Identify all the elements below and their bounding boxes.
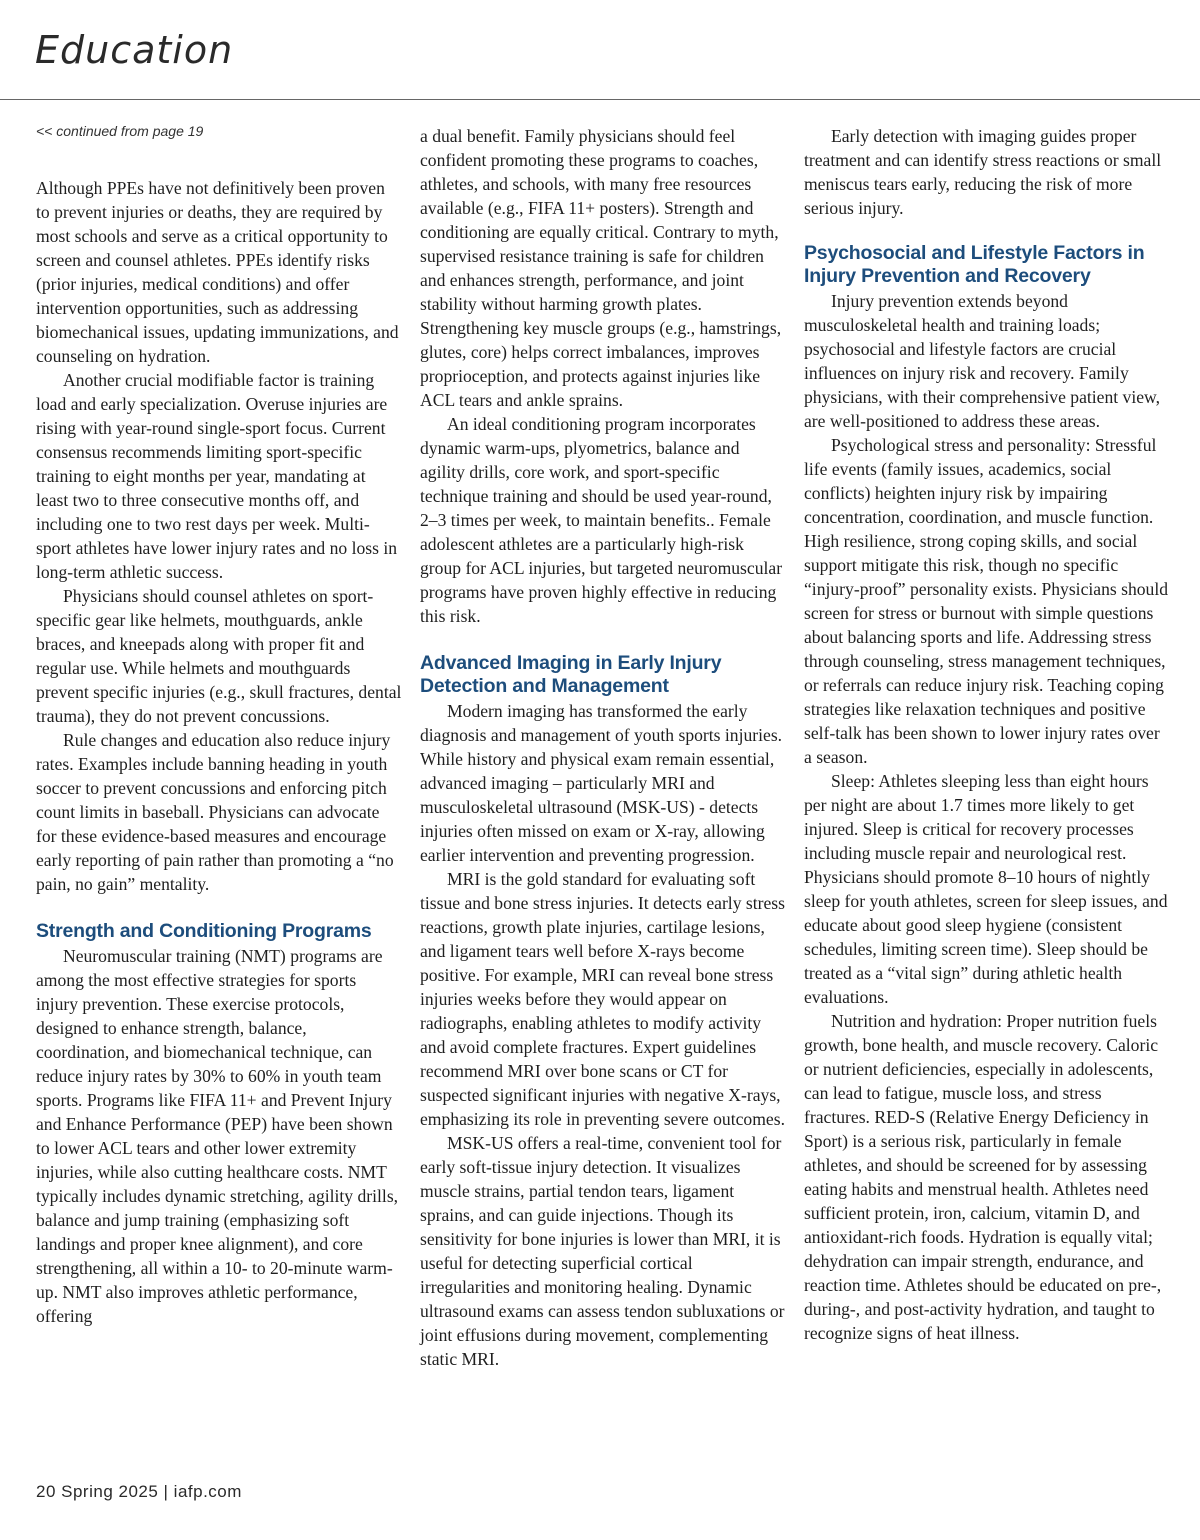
paragraph: Modern imaging has transformed the early diagnosis and management of youth sports injuries. While history and physical exam remain essential, advanced imaging – particularly MRI and musculoskeletal ultrasound (MSK-US) - detects injuries often missed on exam or X-ray, allowing earlier intervention and preventing progression. xyxy=(420,701,783,865)
continued-from-note: << continued from page 19 xyxy=(36,123,204,139)
article-column-1 xyxy=(36,124,402,1328)
paragraph: Psychological stress and personality: Stressful life events (family issues, academics, social conflicts) heighten injury risk by impairing concentration, coordination, and muscle function. High resilience, strong coping skills, and social support mitigate this risk, though no specific “injury-proof” personality exists. Physicians should screen for stress or burnout with simple questions about balancing sports and life. Addressing stress through counseling, stress management techniques, or referrals can reduce injury risk. Teaching coping strategies like relaxation techniques and positive self-talk has been shown to lower injury rates over a season. xyxy=(804,435,1169,767)
page-footer: 20 Spring 2025 | iafp.com xyxy=(36,1482,242,1501)
paragraph: MRI is the gold standard for evaluating soft tissue and bone stress injuries. It detects early stress reactions, growth plate injuries, cartilage lesions, and ligament tears well before X-rays become positive. For example, MRI can reveal bone stress injuries weeks before they would appear on radiographs, enabling athletes to modify activity and avoid complete fractures. Expert guidelines recommend MRI over bone scans or CT for suspected significant injuries with negative X-rays, emphasizing its role in preventing severe outcomes. xyxy=(420,869,785,1129)
section-title: Education xyxy=(35,28,234,72)
paragraph: Although PPEs have not definitively been proven to prevent injuries or deaths, they are required by most schools and serve as a critical opportunity to screen and counsel athletes. PPEs identify risks (prior injuries, medical conditions) and offer intervention opportunities, such as addressing biomechanical issues, updating immunizations, and counseling on hydration. xyxy=(36,178,399,366)
paragraph: Another crucial modifiable factor is training load and early specialization. Overuse injuries are rising with year-round single-sport focus. Current consensus recommends limiting sport-specific training to eight months per year, mandating at least two to three consecutive months off, and including one to two rest days per week. Multi-sport athletes have lower injury rates and no loss in long-term athletic success. xyxy=(36,370,398,582)
section-heading-psychosocial: Psychosocial and Lifestyle Factors in Injury Prevention and Recovery xyxy=(804,242,1145,287)
section-heading-strength: Strength and Conditioning Programs xyxy=(36,920,372,942)
paragraph: Injury prevention extends beyond musculoskeletal health and training loads; psychosocial and lifestyle factors are crucial influences on injury risk and recovery. Family physicians, with their comprehensive patient view, are well-positioned to address these areas. xyxy=(804,291,1161,431)
article-column-3 xyxy=(804,124,1170,1345)
paragraph: Sleep: Athletes sleeping less than eight hours per night are about 1.7 times more likely to get injured. Sleep is critical for recovery processes including muscle repair and neurological rest. Physicians should promote 8–10 hours of nightly sleep for youth athletes, screen for sleep issues, and educate about good sleep hygiene (consistent schedules, limiting screen time). Sleep should be treated as a “vital sign” during athletic health evaluations. xyxy=(804,771,1168,1007)
paragraph: Neuromuscular training (NMT) programs are among the most effective strategies for sports injury prevention. These exercise protocols, designed to enhance strength, balance, coordination, and biomechanical technique, can reduce injury rates by 30% to 60% in youth team sports. Programs like FIFA 11+ and Prevent Injury and Enhance Performance (PEP) have been shown to lower ACL tears and other lower extremity injuries, while also cutting healthcare costs. NMT typically includes dynamic stretching, agility drills, balance and jump training (emphasizing soft landings and proper knee alignment), and core strengthening, all within a 10- to 20-minute warm-up. NMT also improves athletic performance, offering xyxy=(36,946,399,1326)
paragraph: Nutrition and hydration: Proper nutrition fuels growth, bone health, and muscle recovery. Caloric or nutrient deficiencies, especially in adolescents, can lead to fatigue, muscle loss, and stress fractures. RED-S (Relative Energy Deficiency in Sport) is a serious risk, particularly in female athletes, and should be screened for by assessing eating habits and menstrual health. Athletes need sufficient protein, iron, calcium, vitamin D, and antioxidant-rich foods. Hydration is equally vital; dehydration can impair strength, endurance, and reaction time. Athletes should be educated on pre-, during-, and post-activity hydration, and taught to recognize signs of heat illness. xyxy=(804,1011,1162,1343)
section-heading-imaging: Advanced Imaging in Early Injury Detection and Management xyxy=(420,652,722,697)
article-column-2 xyxy=(420,124,785,1371)
header-divider xyxy=(0,99,1200,100)
paragraph: Rule changes and education also reduce injury rates. Examples include banning heading in youth soccer to prevent concussions and enforcing pitch count limits in baseball. Physicians can advocate for these evidence-based measures and encourage early reporting of pain rather than promoting a “no pain, no gain” mentality. xyxy=(36,730,394,894)
paragraph: MSK-US offers a real-time, convenient tool for early soft-tissue injury detection. It visualizes muscle strains, partial tendon tears, ligament sprains, and can guide injections. Though its sensitivity for bone injuries is lower than MRI, it is useful for detecting superficial cortical irregularities and monitoring healing. Dynamic ultrasound exams can assess tendon subluxations or joint effusions during movement, complementing static MRI. xyxy=(420,1133,785,1369)
paragraph: An ideal conditioning program incorporates dynamic warm-ups, plyometrics, balance and agility drills, core work, and sport-specific technique training and should be used year-round, 2–3 times per week, to maintain benefits.. Female adolescent athletes are a particularly high-risk group for ACL injuries, but targeted neuromuscular programs have proven highly effective in reducing this risk. xyxy=(420,414,783,626)
paragraph: a dual benefit. Family physicians should feel confident promoting these programs to coaches, athletes, and schools, with many free resources available (e.g., FIFA 11+ posters). Strength and conditioning are equally critical. Contrary to myth, supervised resistance training is safe for children and enhances strength, performance, and joint stability without harming growth plates. Strengthening key muscle groups (e.g., hamstrings, glutes, core) helps correct imbalances, improves proprioception, and protects against injuries like ACL tears and ankle sprains. xyxy=(420,126,782,410)
paragraph: Physicians should counsel athletes on sport-specific gear like helmets, mouthguards, ankle braces, and kneepads along with proper fit and regular use. While helmets and mouthguards prevent specific injuries (e.g., skull fractures, dental trauma), they do not prevent concussions. xyxy=(36,586,402,726)
paragraph: Early detection with imaging guides proper treatment and can identify stress reactions or small meniscus tears early, reducing the risk of more serious injury. xyxy=(804,126,1162,218)
